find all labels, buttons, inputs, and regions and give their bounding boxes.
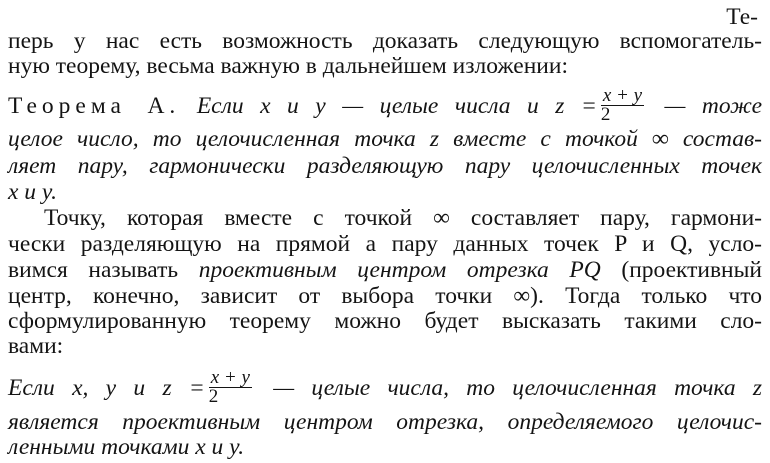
formula-z: z = (555, 92, 597, 119)
paragraph-line-1: Точку, которая вместе с точкой ∞ составляет пару, гармони- (44, 205, 762, 231)
paragraph-line-5: сформулированную теорему можно будет высказать такими сло- (8, 308, 762, 334)
paragraph-line-6: вами: (8, 333, 64, 359)
paragraph-text: вимся называть (8, 257, 179, 283)
text-line-1: Те- (726, 4, 758, 30)
restated-start: Если x, y и (8, 374, 146, 401)
restated-line-1 (8, 367, 763, 407)
theorem-line-1 (8, 85, 763, 125)
paragraph-line-4: центр, конечно, зависит от выбора точки ∞). Тогда только что (8, 283, 762, 309)
theorem-statement-start: Если x и y — целые числа и (196, 92, 539, 119)
restated-end: — целые числа, то целочисленная точка z (273, 374, 763, 401)
fraction-numerator: x + y (602, 85, 642, 106)
fraction-numerator: x + y (210, 367, 250, 388)
paragraph-line-2: чески разделяющую на прямой a пару данных точек P и Q, усло- (8, 231, 762, 257)
theorem-label: Теорема А. (8, 92, 181, 119)
theorem-formula (555, 85, 664, 125)
theorem-line-4: x и y. (8, 179, 57, 205)
paragraph-text-end: (проективный (621, 257, 762, 283)
restated-line-2: является проективным центром отрезка, определяемого целочис- (8, 409, 762, 435)
text-line-3: ную теорему, весьма важную в дальнейшем изложении: (8, 53, 568, 79)
restated-line-3: ленными точками x и y. (8, 434, 245, 460)
defined-term: проективным центром отрезка PQ (198, 257, 601, 283)
theorem-line-2: целое число, то целочисленная точка z вместе с точкой ∞ состав- (8, 126, 762, 152)
restated-formula (162, 367, 273, 407)
text-line-2: перь у нас есть возможность доказать следующую вспомогатель- (8, 28, 762, 54)
fraction-denominator: 2 (600, 104, 611, 125)
fraction-denominator: 2 (208, 386, 219, 407)
theorem-line-3: ляет пару, гармонически разделяющую пару целочисленных точек (8, 153, 762, 179)
fraction (601, 87, 644, 124)
theorem-statement-end: — тоже (664, 92, 763, 119)
formula-z: z = (162, 374, 205, 401)
fraction (209, 369, 252, 406)
